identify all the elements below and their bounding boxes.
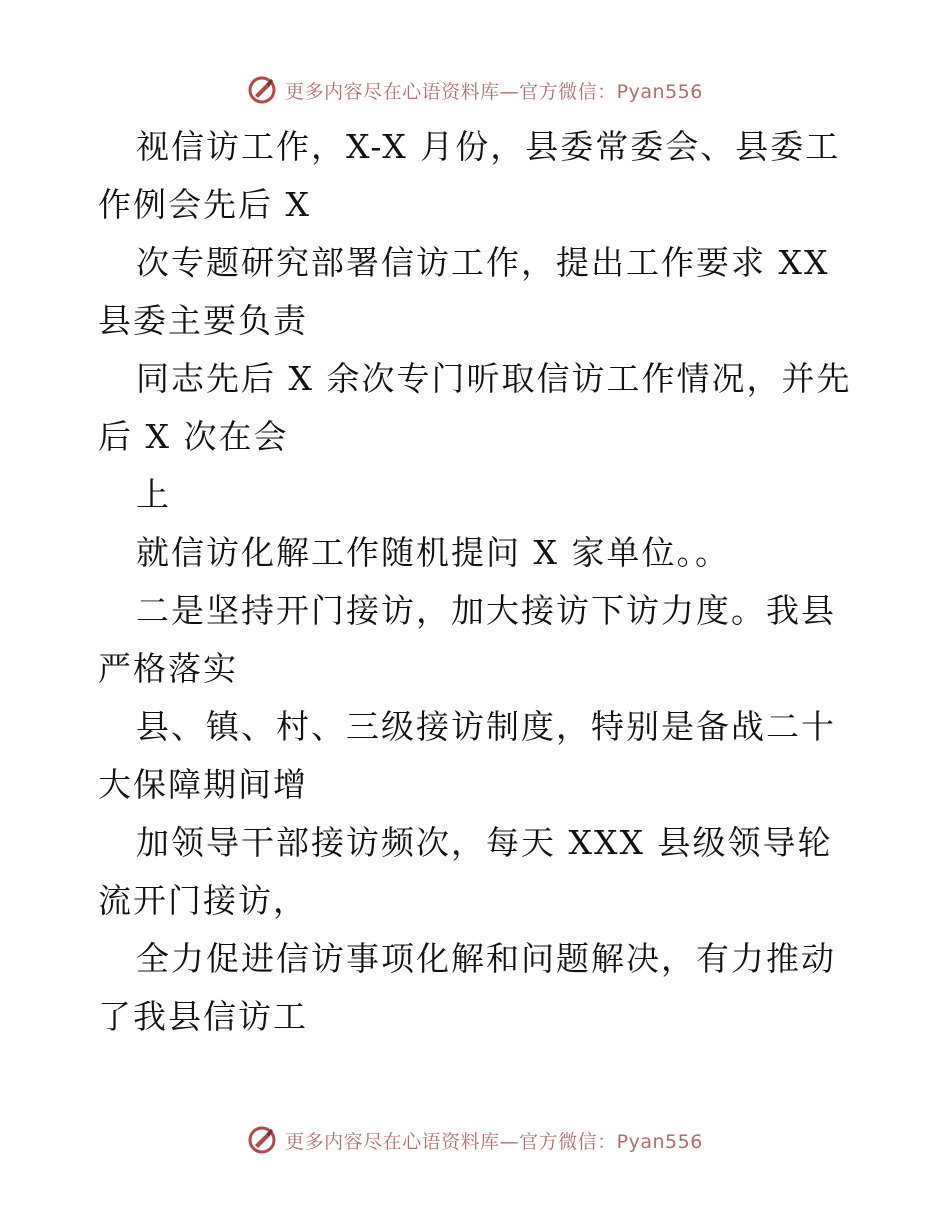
header-banner	[0, 70, 950, 110]
paragraph: 同志先后 X 余次专门听取信访工作情况，并先后 X 次在会	[98, 359, 852, 456]
document-body	[98, 118, 858, 1046]
paragraph: 县、镇、村、三级接访制度，特别是备战二十大保障期间增	[98, 707, 836, 804]
footer-banner	[0, 1120, 950, 1160]
brand-logo-icon	[247, 75, 277, 105]
paragraph: 就信访化解工作随机提问 X 家单位。。	[136, 533, 730, 572]
paragraph: 次专题研究部署信访工作，提出工作要求 XX 县委主要负责	[98, 243, 830, 340]
paragraph: 加领导干部接访频次，每天 XXX 县级领导轮流开门接访，	[98, 823, 833, 920]
paragraph: 上	[136, 475, 171, 514]
paragraph: 全力促进信访事项化解和问题解决，有力推动了我县信访工	[98, 939, 836, 1036]
paragraph: 视信访工作，X-X 月份，县委常委会、县委工作例会先后 X	[98, 127, 841, 224]
paragraph: 二是坚持开门接访，加大接访下访力度。我县严格落实	[98, 591, 836, 688]
brand-logo-icon	[247, 1125, 277, 1155]
header-banner-text: 更多内容尽在心语资料库—官方微信：Pyan556	[285, 80, 703, 103]
footer-banner-text: 更多内容尽在心语资料库—官方微信：Pyan556	[285, 1130, 703, 1153]
